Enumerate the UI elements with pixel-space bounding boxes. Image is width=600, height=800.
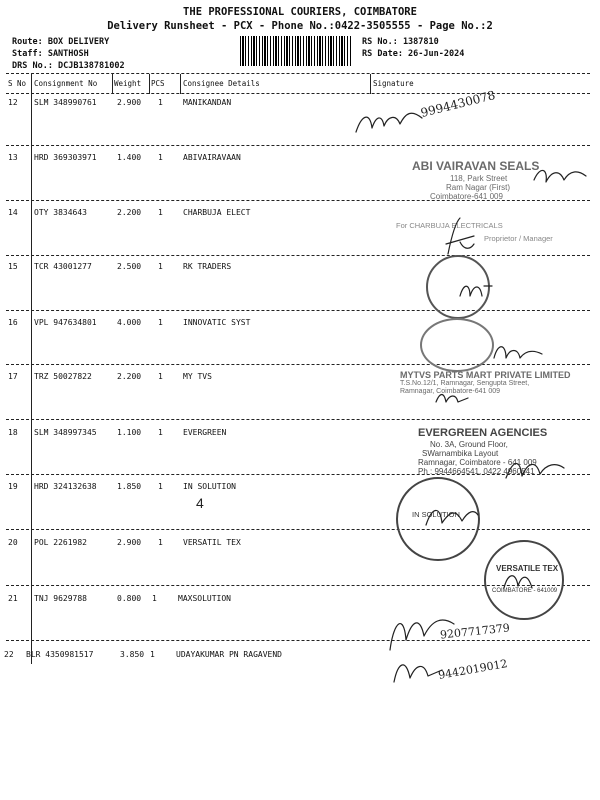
signature-row-17 — [432, 386, 472, 410]
row-pcs: 1 — [158, 428, 163, 437]
row-divider — [6, 640, 590, 641]
row-consignment: SLM 348997345 — [34, 428, 97, 437]
row-consignee: INNOVATIC SYST — [183, 318, 251, 327]
signature-row-18 — [500, 448, 570, 488]
row-pcs: 1 — [158, 538, 163, 547]
row-sno: 15 — [8, 262, 18, 271]
phone-handwritten-21: 9207717379 — [439, 621, 511, 642]
row-sno: 22 — [4, 650, 14, 659]
signature-row-13 — [530, 160, 590, 190]
row-divider — [6, 255, 590, 256]
phone-handwritten-12: 9994430078 — [419, 87, 497, 121]
signature-row-15 — [456, 274, 496, 304]
row-consignee: MANIKANDAN — [183, 98, 232, 107]
signature-row-16 — [490, 336, 546, 366]
signature-row-14 — [440, 214, 480, 260]
table-row — [0, 208, 600, 220]
col-header-consignment: Consignment No — [34, 79, 98, 88]
row-consignee: UDAYAKUMAR PN RAGAVEND — [176, 650, 282, 659]
row-pcs: 1 — [158, 153, 163, 162]
abi-vairavan-stamp: ABI VAIRAVAN SEALS 118, Park Street Ram Nagar (First) Coimbatore-641 009 — [412, 159, 540, 202]
table-header-rule — [6, 93, 590, 94]
row-pcs: 1 — [158, 262, 163, 271]
row-weight: 2.900 — [117, 538, 142, 547]
row-divider — [6, 310, 590, 311]
table-row — [0, 318, 600, 330]
table-row — [0, 98, 600, 110]
row-sno: 17 — [8, 372, 18, 381]
table-row — [0, 262, 600, 274]
column-divider — [149, 74, 150, 94]
row-consignee: EVERGREEN — [183, 428, 227, 437]
signature-row-12 — [352, 94, 432, 144]
runsheet-subtitle: Delivery Runsheet - PCX - Phone No.:0422-3505555 - Page No.:2 — [107, 20, 493, 32]
row-consignment: SLM 348990761 — [34, 98, 97, 107]
charbuja-stamp: For CHARBUJA ELECTRICALS Proprietor / Manager — [396, 221, 553, 243]
row-weight: 1.850 — [117, 482, 142, 491]
row-sno: 16 — [8, 318, 18, 327]
row-consignee: IN SOLUTION — [183, 482, 236, 491]
versatile-tex-seal: VERSATILE TEX COIMBATORE - 641009 — [484, 540, 564, 620]
route-label: Route: BOX DELIVERY — [12, 37, 110, 47]
row-divider — [6, 529, 590, 530]
phone-handwritten-22: 9442019012 — [437, 657, 509, 682]
row-consignee: RK TRADERS — [183, 262, 232, 271]
innovatic-seal — [420, 318, 494, 372]
row-consignment: POL 2261982 — [34, 538, 87, 547]
col-header-weight: Weight — [114, 79, 142, 88]
row-pcs: 1 — [158, 318, 163, 327]
row-consignment: HRD 324132638 — [34, 482, 97, 491]
runsheet-title: THE PROFESSIONAL COURIERS, COIMBATORE — [183, 6, 417, 18]
col-header-sno: S No — [8, 79, 27, 88]
row-weight: 1.400 — [117, 153, 142, 162]
row-consignment: TCR 43001277 — [34, 262, 92, 271]
row-consignment: TNJ 9629788 — [34, 594, 87, 603]
rs-number: RS No.: 1387810 — [362, 37, 439, 47]
row-weight: 2.200 — [117, 372, 142, 381]
handwritten-mark-19: 4 — [196, 495, 204, 511]
row-consignment: OTY 3834643 — [34, 208, 87, 217]
row-consignee: VERSATIL TEX — [183, 538, 241, 547]
barcode — [240, 36, 352, 66]
row-weight: 4.000 — [117, 318, 142, 327]
table-top-rule — [6, 73, 590, 74]
row-pcs: 1 — [158, 482, 163, 491]
staff-label: Staff: SANTHOSH — [12, 49, 89, 59]
table-row — [0, 650, 600, 662]
row-sno: 19 — [8, 482, 18, 491]
row-consignment: TRZ 50027822 — [34, 372, 92, 381]
col-header-pcs: PCS — [151, 79, 165, 88]
row-divider — [6, 419, 590, 420]
row-sno: 20 — [8, 538, 18, 547]
row-pcs: 1 — [150, 650, 155, 659]
row-consignee: ABIVAIRAVAAN — [183, 153, 241, 162]
row-consignee: CHARBUJA ELECT — [183, 208, 251, 217]
row-weight: 2.900 — [117, 98, 142, 107]
rs-date: RS Date: 26-Jun-2024 — [362, 49, 465, 59]
row-consignment: BLR 4350981517 — [26, 650, 94, 659]
column-divider — [112, 74, 113, 94]
in-solution-seal: IN SOLUTION — [396, 477, 480, 561]
col-header-signature: Signature — [373, 79, 414, 88]
row-sno: 13 — [8, 153, 18, 162]
row-weight: 2.500 — [117, 262, 142, 271]
row-consignee: MAXSOLUTION — [178, 594, 231, 603]
mytvs-stamp: MYTVS PARTS MART PRIVATE LIMITED T.S.No.12/1, Ramnagar, Sengupta Street, Ramnagar, Coimbatore-641 009 — [400, 370, 571, 396]
row-weight: 2.200 — [117, 208, 142, 217]
row-consignment: HRD 369303971 — [34, 153, 97, 162]
row-sno: 21 — [8, 594, 18, 603]
row-pcs: 1 — [158, 208, 163, 217]
signature-row-20 — [498, 566, 538, 596]
column-divider — [370, 74, 371, 94]
row-sno: 18 — [8, 428, 18, 437]
row-weight: 0.800 — [117, 594, 142, 603]
row-divider — [6, 145, 590, 146]
column-divider — [180, 74, 181, 94]
row-sno: 12 — [8, 98, 18, 107]
row-sno: 14 — [8, 208, 18, 217]
row-pcs: 1 — [158, 372, 163, 381]
row-weight: 1.100 — [117, 428, 142, 437]
row-consignee: MY TVS — [183, 372, 212, 381]
signature-row-19 — [420, 495, 480, 535]
drs-number: DRS No.: DCJB138781002 — [12, 61, 125, 71]
evergreen-stamp: EVERGREEN AGENCIES No. 3A, Ground Floor, SWarnambika Layout Ramnagar, Coimbatore - 641 009 Ph : 9944664541, 0422 4960541 — [418, 427, 548, 477]
row-pcs: 1 — [158, 98, 163, 107]
row-pcs: 1 — [152, 594, 157, 603]
row-consignment: VPL 947634801 — [34, 318, 97, 327]
col-header-consignee: Consignee Details — [183, 79, 260, 88]
row-weight: 3.850 — [120, 650, 145, 659]
